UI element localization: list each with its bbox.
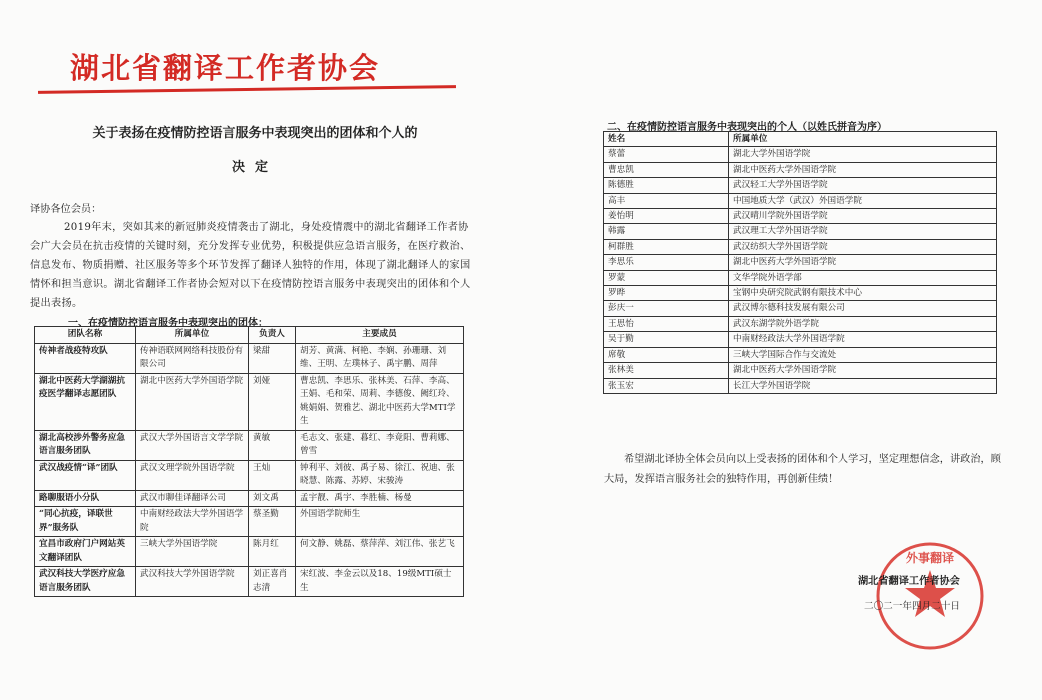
greeting: 译协各位会员： (30, 204, 102, 215)
signature-date: 二〇二一年四月二十日 (864, 601, 960, 612)
table-cell: 湖北中医药大学外国语学院 (136, 373, 249, 430)
table-cell: 吴于勤 (604, 332, 729, 347)
table-row (604, 363, 997, 378)
table-cell: 孟宇靓、禹宇、李胜楠、杨曼 (296, 490, 464, 507)
table-cell: 张林美 (604, 363, 729, 378)
table-cell: 中南财经政法大学外国语学院 (136, 507, 249, 537)
table-cell: 刘文禹 (249, 490, 296, 507)
table-row (35, 430, 464, 460)
table-row (35, 373, 464, 430)
table-row (604, 178, 997, 193)
column-header: 团队名称 (35, 327, 136, 344)
table-cell: 钟利平、刘彼、禹子易、徐江、祝迪、张晓慧、陈露、苏婷、宋骏涛 (296, 460, 464, 490)
table-cell: 韩露 (604, 224, 729, 239)
column-header: 姓名 (604, 132, 729, 147)
table-row (604, 209, 997, 224)
table-row (35, 490, 464, 507)
table-cell: 中南财经政法大学外国语学院 (729, 332, 997, 347)
table-cell: 湖北高校涉外警务应急语言服务团队 (35, 430, 136, 460)
table-cell: 三峡大学国际合作与交流处 (729, 347, 997, 362)
table-cell: 外国语学院师生 (296, 507, 464, 537)
table-row (604, 147, 997, 162)
table-cell: 武汉纺织大学外国语学院 (729, 239, 997, 254)
table-cell: 刘娅 (249, 373, 296, 430)
table-header-row (35, 327, 464, 344)
table-cell: 武汉理工大学外国语学院 (729, 224, 997, 239)
section-groups-label: 一、在疫情防控语言服务中表现突出的团体： (68, 318, 268, 329)
table-row (604, 193, 997, 208)
table-cell: 湖北大学外国语学院 (729, 147, 997, 162)
table-cell: 武汉科技大学外国语学院 (136, 567, 249, 597)
table-cell: 张玉宏 (604, 378, 729, 393)
section-individuals-label: 二、在疫情防控语言服务中表现突出的个人（以姓氏拼音为序） (607, 122, 887, 133)
table-row (604, 301, 997, 316)
table-cell: 梁甜 (249, 343, 296, 373)
table-cell: 柯群胜 (604, 239, 729, 254)
groups-table (34, 326, 464, 597)
table-cell: 宝钢中央研究院武钢有限技术中心 (729, 286, 997, 301)
table-cell: 三峡大学外国语学院 (136, 537, 249, 567)
document-title: 关于表扬在疫情防控语言服务中表现突出的团体和个人的 (92, 126, 418, 141)
table-cell: 曹忠凯、李思乐、张林美、石萍、李高、王娟、毛和荣、周莉、李德俊、阙红玲、姚娟娟、贺雅艺、湖北中医药大学MTI学生 (296, 373, 464, 430)
table-cell: 武汉东湖学院外语学院 (729, 316, 997, 331)
table-row (604, 347, 997, 362)
table-cell: 王灿 (249, 460, 296, 490)
seal-text: 外事翻译 (905, 551, 955, 565)
table-row (604, 378, 997, 393)
official-seal-icon (874, 540, 986, 652)
table-cell: 宜昌市政府门户网站英文翻译团队 (35, 537, 136, 567)
table-cell: 武汉大学外国语言文学学院 (136, 430, 249, 460)
table-header-row (604, 132, 997, 147)
table-row (604, 286, 997, 301)
individuals-table (603, 131, 997, 394)
table-row (35, 537, 464, 567)
table-cell: 李思乐 (604, 255, 729, 270)
table-cell: 武汉科技大学医疗应急语言服务团队 (35, 567, 136, 597)
table-cell: 何文静、姚磊、蔡萍萍、刘江伟、张艺飞 (296, 537, 464, 567)
table-row (35, 567, 464, 597)
table-cell: 传神者战疫特攻队 (35, 343, 136, 373)
table-cell: 武汉轻工大学外国语学院 (729, 178, 997, 193)
table-cell: 湖北中医药大学外国语学院 (729, 162, 997, 177)
column-header: 负责人 (249, 327, 296, 344)
table-cell: 蔡圣勤 (249, 507, 296, 537)
table-cell: 曹忠凯 (604, 162, 729, 177)
table-cell: 胡芳、黄满、柯艳、李娴、孙珊珊、刘维、王明、左璞林子、禹宇鹏、周萍 (296, 343, 464, 373)
document-page-left (0, 0, 520, 700)
table-cell: 王思怡 (604, 316, 729, 331)
table-row (35, 460, 464, 490)
table-cell: 文华学院外语学部 (729, 270, 997, 285)
closing-paragraph: 希望湖北译协全体会员向以上受表扬的团体和个人学习，坚定理想信念，讲政治，顾大局，发挥语言服务社会的独特作用，再创新佳绩！ (604, 454, 1001, 485)
table-cell: 湖北中医药大学湖湖抗疫医学翻译志愿团队 (35, 373, 136, 430)
table-cell: 武汉战疫情“译”团队 (35, 460, 136, 490)
column-header: 主要成员 (296, 327, 464, 344)
table-row (604, 316, 997, 331)
table-row (604, 255, 997, 270)
table-row (604, 239, 997, 254)
table-cell: 武汉文理学院外国语学院 (136, 460, 249, 490)
table-row (604, 224, 997, 239)
table-cell: 毛志文、张建、暮红、李竟阳、曹莉娜、曾雪 (296, 430, 464, 460)
table-cell: 姜怡明 (604, 209, 729, 224)
table-cell: “同心抗疫，译联世界”服务队 (35, 507, 136, 537)
table-row (604, 270, 997, 285)
table-cell: 长江大学外国语学院 (729, 378, 997, 393)
table-cell: 武汉博尔德科技发展有限公司 (729, 301, 997, 316)
intro-paragraph: 2019年末，突如其来的新冠肺炎疫情袭击了湖北，身处疫情震中的湖北省翻译工作者协会广大会员在抗击疫情的关键时刻，充分发挥专业优势，积极提供应急语言服务，在医疗救治、信息发布、物质捐赠、社区服务等多个环节发挥了翻译人独特的作用，体现了湖北翻译人的家国情怀和担当意识。湖北省翻译工作者协会短对以下在疫情防控语言服务中表现突出的团体和个人提出表扬。 (30, 222, 471, 309)
table-row (604, 162, 997, 177)
table-cell: 中国地质大学（武汉）外国语学院 (729, 193, 997, 208)
table-cell: 黄敏 (249, 430, 296, 460)
table-row (604, 332, 997, 347)
table-cell: 罗晔 (604, 286, 729, 301)
table-cell: 席敬 (604, 347, 729, 362)
table-cell: 陈德胜 (604, 178, 729, 193)
table-cell: 彭庆一 (604, 301, 729, 316)
table-row (35, 343, 464, 373)
table-cell: 传神语联网网络科技股份有限公司 (136, 343, 249, 373)
column-header: 所属单位 (136, 327, 249, 344)
table-cell: 武汉市聊佳译翻译公司 (136, 490, 249, 507)
signature-org: 湖北省翻译工作者协会 (858, 575, 960, 587)
org-letterhead: 湖北省翻译工作者协会 (70, 51, 381, 85)
table-row (35, 507, 464, 537)
table-cell: 刘正喜肖志清 (249, 567, 296, 597)
table-cell: 湖北中医药大学外国语学院 (729, 363, 997, 378)
document-title-decision: 决定 (231, 160, 278, 175)
table-cell: 蔡蕾 (604, 147, 729, 162)
table-cell: 路聊服语小分队 (35, 490, 136, 507)
column-header: 所属单位 (729, 132, 997, 147)
table-cell: 武汉晴川学院外国语学院 (729, 209, 997, 224)
table-cell: 湖北中医药大学外国语学院 (729, 255, 997, 270)
table-cell: 高丰 (604, 193, 729, 208)
table-cell: 罗蒙 (604, 270, 729, 285)
table-cell: 陈月红 (249, 537, 296, 567)
table-cell: 宋红波、李金云以及18、19级MTI硕士生 (296, 567, 464, 597)
